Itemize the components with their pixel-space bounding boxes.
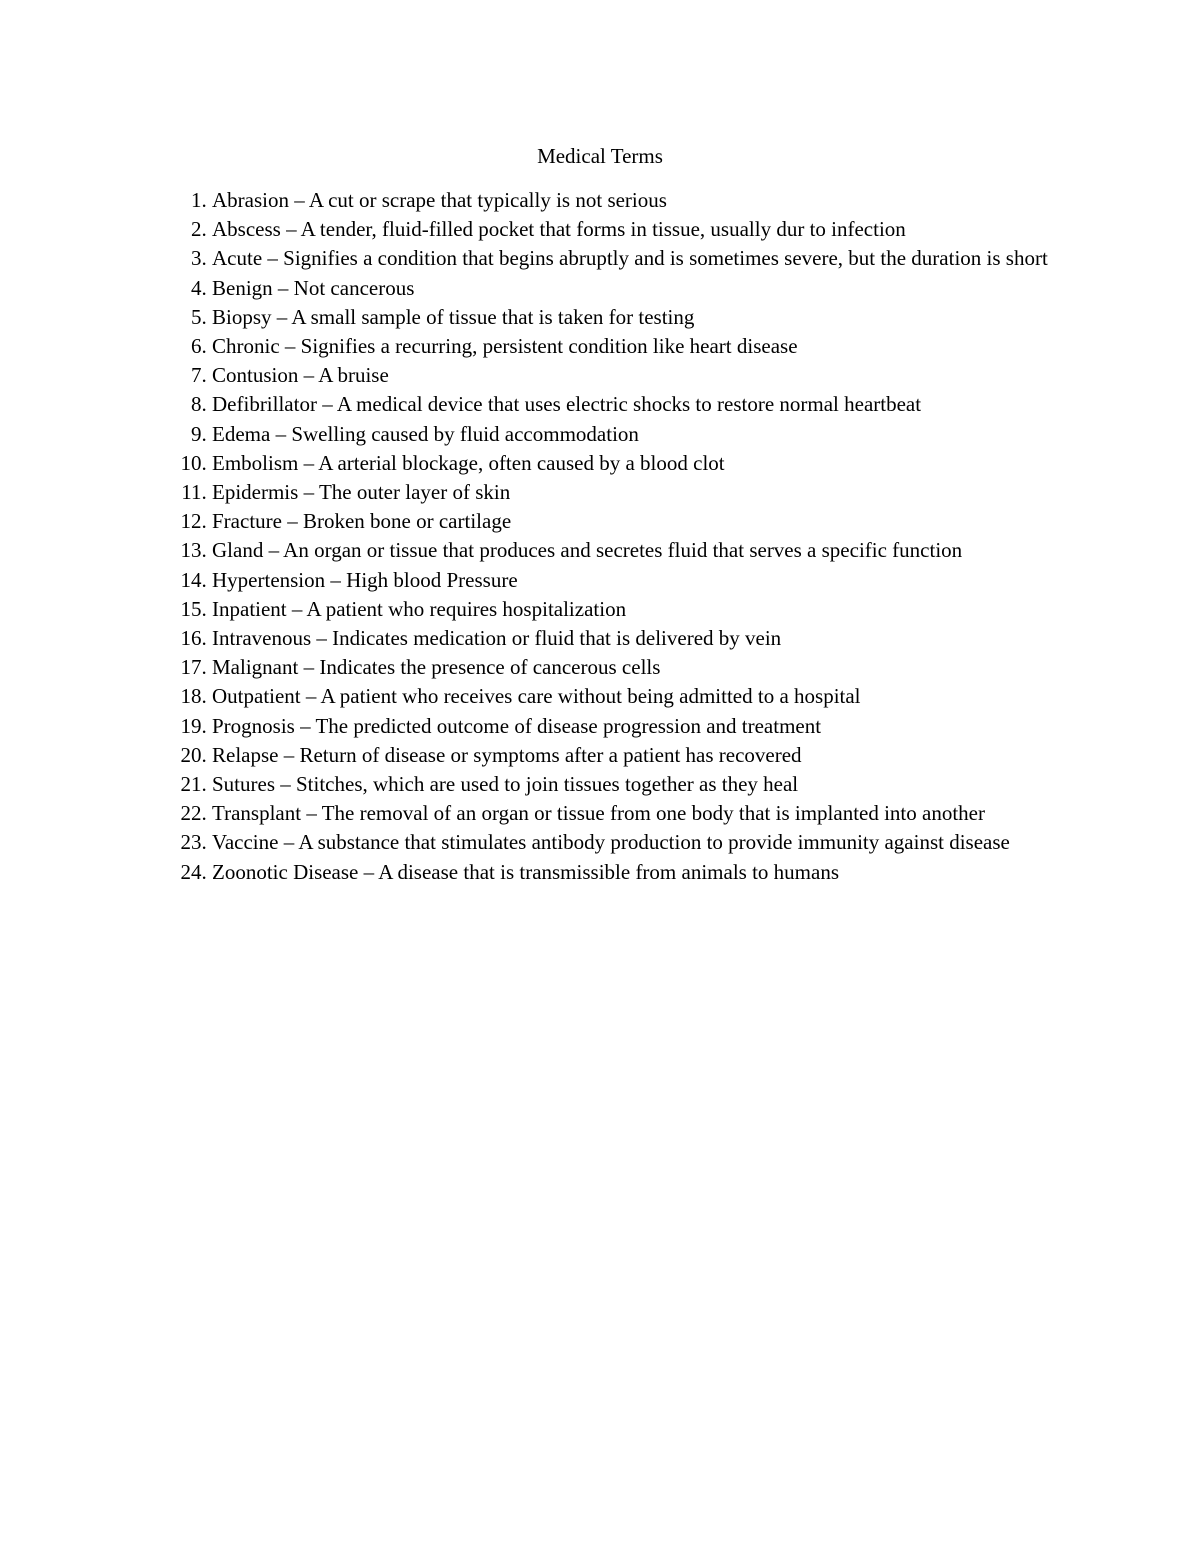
list-item-number: [144, 274, 212, 303]
list-item-number: [144, 507, 212, 536]
list-item: [144, 799, 1064, 828]
term-definition: An organ or tissue that produces and secretes fluid that serves a specific function: [283, 538, 963, 563]
list-item-number-text: 16.: [180, 626, 207, 651]
list-item: [144, 682, 1064, 711]
term-definition: A tender, fluid-filled pocket that forms in tissue, usually dur to infection: [300, 217, 906, 242]
term-definition: A small sample of tissue that is taken for testing: [291, 304, 695, 329]
term-definition: The predicted outcome of disease progression and treatment: [315, 713, 822, 738]
term-definition: Stitches, which are used to join tissues together as they heal: [296, 772, 799, 797]
list-item-number: [144, 828, 212, 857]
term-separator: –: [316, 626, 327, 651]
term-definition: A patient who receives care without being admitted to a hospital: [320, 684, 861, 709]
list-item-number-text: 3.: [191, 246, 207, 271]
term-name: Benign: [212, 275, 273, 300]
list-item-number: [144, 303, 212, 332]
term-definition: The removal of an organ or tissue from one body that is implanted into another: [321, 801, 985, 826]
list-item: [144, 507, 1064, 536]
list-item: [144, 420, 1064, 449]
list-item-number-text: 21.: [180, 772, 207, 797]
term-definition: High blood Pressure: [346, 567, 518, 592]
list-item-number-text: 19.: [180, 713, 207, 738]
term-name: Prognosis: [212, 713, 295, 738]
term-separator: –: [267, 246, 278, 271]
list-item-number: [144, 624, 212, 653]
term-separator: –: [303, 363, 315, 388]
term-name: Intravenous: [212, 626, 312, 651]
list-item-number-text: 22.: [180, 801, 207, 826]
term-name: Biopsy: [212, 304, 272, 329]
list-item-number: [144, 682, 212, 711]
list-item-number-text: 11.: [181, 480, 207, 505]
list-item-number-text: 14.: [180, 567, 207, 592]
term-name: Relapse: [212, 742, 279, 767]
term-separator: –: [303, 480, 315, 505]
list-item-number-text: 9.: [191, 421, 207, 446]
term-definition: Return of disease or symptoms after a patient has recovered: [299, 742, 802, 767]
term-definition: A patient who requires hospitalization: [306, 596, 627, 621]
list-item-number: [144, 653, 212, 682]
list-item-number-text: 5.: [191, 304, 207, 329]
term-entry: [212, 420, 1064, 449]
term-definition: A arterial blockage, often caused by a blood clot: [318, 450, 725, 475]
list-item: [144, 215, 1064, 244]
term-separator: –: [286, 217, 297, 242]
list-item-number: [144, 215, 212, 244]
list-item-number: [144, 712, 212, 741]
term-name: Inpatient: [212, 596, 287, 621]
term-entry: [212, 303, 1064, 332]
term-name: Chronic: [212, 334, 280, 359]
list-item-number-text: 12.: [180, 509, 207, 534]
term-name: Epidermis: [212, 480, 299, 505]
term-entry: [212, 624, 1064, 653]
term-name: Sutures: [212, 772, 275, 797]
term-separator: –: [322, 392, 333, 417]
term-separator: –: [287, 509, 298, 534]
list-item: [144, 536, 1064, 565]
term-name: Transplant: [212, 801, 302, 826]
term-name: Defibrillator: [212, 392, 317, 417]
list-item: [144, 770, 1064, 799]
term-name: Outpatient: [212, 684, 301, 709]
term-definition: A cut or scrape that typically is not serious: [308, 188, 667, 212]
list-item-number: [144, 332, 212, 361]
term-name: Contusion: [212, 363, 299, 388]
term-separator: –: [306, 801, 317, 826]
term-separator: –: [276, 304, 288, 329]
list-item-number: [144, 478, 212, 507]
list-item-number-text: 8.: [191, 392, 207, 417]
term-entry: [212, 244, 1064, 273]
list-item-number: [144, 420, 212, 449]
list-item: [144, 303, 1064, 332]
term-separator: –: [305, 684, 317, 709]
term-entry: [212, 595, 1064, 624]
list-item-number-text: 20.: [180, 742, 207, 767]
list-item: [144, 244, 1064, 273]
term-entry: [212, 799, 1064, 828]
term-entry: [212, 536, 1064, 565]
list-item: [144, 595, 1064, 624]
list-item-number: [144, 770, 212, 799]
list-item: [144, 186, 1064, 215]
list-item: [144, 712, 1064, 741]
term-name: Fracture: [212, 509, 282, 534]
list-item-number-text: 1.: [191, 188, 207, 212]
list-item-number: [144, 390, 212, 419]
list-item: [144, 449, 1064, 478]
list-item-number: [144, 536, 212, 565]
list-item-number-text: 23.: [180, 830, 207, 855]
term-definition: A substance that stimulates antibody production to provide immunity against disease: [298, 830, 1010, 855]
list-item: [144, 858, 1064, 887]
term-entry: [212, 858, 1064, 887]
term-name: Gland: [212, 538, 264, 563]
term-entry: [212, 274, 1064, 303]
term-name: Malignant: [212, 655, 299, 680]
list-item-number: [144, 858, 212, 887]
term-definition: Swelling caused by fluid accommodation: [291, 421, 639, 446]
term-name: Vaccine: [212, 830, 279, 855]
term-separator: –: [284, 334, 296, 359]
term-entry: [212, 653, 1064, 682]
term-definition: The outer layer of skin: [318, 480, 511, 505]
term-separator: –: [291, 596, 303, 621]
list-item: [144, 390, 1064, 419]
list-item-number-text: 15.: [180, 596, 207, 621]
list-item-number-text: 4.: [191, 275, 207, 300]
term-definition: Indicates the presence of cancerous cells: [319, 655, 661, 680]
term-definition: A medical device that uses electric shocks to restore normal heartbeat: [336, 392, 922, 417]
list-item: [144, 274, 1064, 303]
list-item-number: [144, 741, 212, 770]
list-item-number: [144, 566, 212, 595]
term-entry: [212, 390, 1064, 419]
term-definition: Signifies a recurring, persistent condition like heart disease: [300, 334, 798, 359]
list-item-number: [144, 244, 212, 273]
list-item: [144, 741, 1064, 770]
term-separator: –: [300, 713, 311, 738]
term-name: Abscess: [212, 217, 281, 242]
term-separator: –: [294, 188, 305, 212]
term-entry: [212, 507, 1064, 536]
term-definition: Broken bone or cartilage: [302, 509, 512, 534]
term-separator: –: [268, 538, 280, 563]
list-item: [144, 653, 1064, 682]
list-item: [144, 478, 1064, 507]
list-item: [144, 361, 1064, 390]
list-item: [144, 624, 1064, 653]
term-entry: [212, 712, 1064, 741]
list-item-number-text: 24.: [180, 859, 207, 884]
term-definition: Indicates medication or fluid that is delivered by vein: [332, 626, 782, 651]
term-name: Hypertension: [212, 567, 326, 592]
term-separator: –: [363, 859, 375, 884]
term-separator: –: [283, 742, 295, 767]
list-item-number-text: 18.: [180, 684, 207, 709]
page-title: Medical Terms: [537, 144, 663, 168]
list-item: [144, 566, 1064, 595]
term-name: Acute: [212, 246, 263, 271]
list-item-number-text: 6.: [191, 334, 207, 359]
list-item-number-text: 10.: [180, 450, 207, 475]
term-definition: A bruise: [318, 363, 389, 388]
list-item-number: [144, 595, 212, 624]
list-item-number-text: 7.: [191, 363, 207, 388]
term-entry: [212, 682, 1064, 711]
list-item-number-text: 2.: [191, 217, 207, 242]
term-entry: [212, 186, 1064, 215]
list-item: [144, 828, 1064, 857]
term-definition: A disease that is transmissible from animals to humans: [378, 859, 839, 884]
term-entry: [212, 478, 1064, 507]
term-entry: [212, 741, 1064, 770]
term-entry: [212, 770, 1064, 799]
list-item-number: [144, 449, 212, 478]
term-entry: [212, 215, 1064, 244]
list-item-number: [144, 799, 212, 828]
term-entry: [212, 332, 1064, 361]
term-separator: –: [330, 567, 341, 592]
term-entry: [212, 828, 1064, 857]
term-separator: –: [280, 772, 291, 797]
term-name: Abrasion: [212, 188, 289, 212]
term-separator: –: [275, 421, 287, 446]
term-entry: [212, 449, 1064, 478]
terms-list: [144, 186, 1064, 887]
term-name: Zoonotic Disease: [212, 859, 359, 884]
term-name: Edema: [212, 421, 271, 446]
list-item-number-text: 17.: [180, 655, 207, 680]
list-item-number-text: 13.: [180, 538, 207, 563]
list-item-number: [144, 361, 212, 390]
term-entry: [212, 361, 1064, 390]
term-definition: Signifies a condition that begins abruptly and is sometimes severe, but the duration is short: [283, 246, 1048, 271]
term-separator: –: [303, 655, 315, 680]
list-item: [144, 332, 1064, 361]
term-entry: [212, 566, 1064, 595]
term-name: Embolism: [212, 450, 299, 475]
term-definition: Not cancerous: [293, 275, 415, 300]
term-separator: –: [283, 830, 295, 855]
term-separator: –: [277, 275, 289, 300]
list-item-number: [144, 186, 212, 215]
term-separator: –: [303, 450, 315, 475]
